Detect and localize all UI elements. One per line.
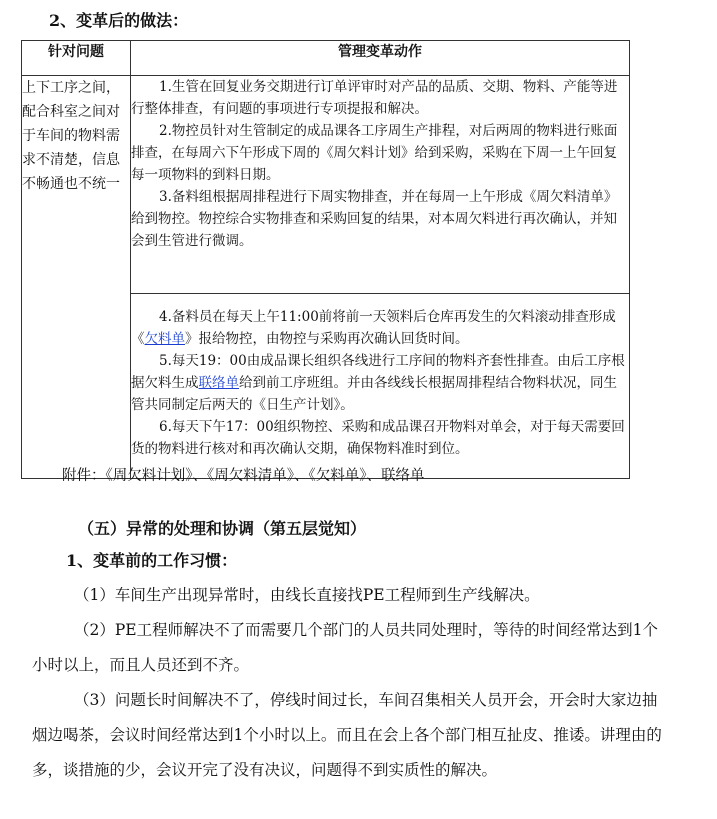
contact-form-link[interactable]: 联络单 [198, 375, 239, 391]
sub-title: 1、变革前的工作习惯： [66, 551, 238, 570]
section-title: 2、变革后的做法： [49, 11, 189, 30]
shortage-form-link[interactable]: 欠料单 [144, 331, 185, 347]
body-paragraph-2: （2）PE工程师解决不了而需要几个部门的人员共同处理时，等待的时间经常达到1个小时以上，而且人员还到不齐。 [32, 621, 658, 674]
action-item-3: 3.备料组根据周排程进行下周实物排查，并在每周一上午形成《周欠料清单》给到物控。物控综合实物排查和采购回复的结果，对本周欠料进行再次确认，并知会到生管进行微调。 [131, 189, 618, 249]
attachment-note: 附件：《周欠料计划》、《周欠料清单》、《欠料单》、联络单 [62, 468, 425, 484]
action-item-5: 5.每天19：00由成品课长组织各线进行工序间的物料齐套性排查。由后工序根据欠料生成联络单给到前工序班组。并由各线线长根据周排程结合物料状况，同生管共同制定后两天的《日生产计划》。 [131, 353, 625, 413]
body-paragraph-3: （3）问题长时间解决不了，停线时间过长，车间召集相关人员开会，开会时大家边抽烟边喝茶，会议时间经常达到1个小时以上。而且在会上各个部门相互扯皮、推诿。讲理由的多，谈措施的少，会议开完了没有决议，问题得不到实质性的解决。 [32, 691, 662, 779]
change-actions-table [21, 40, 630, 479]
actions-group-1 [131, 76, 630, 294]
body-paragraph-1: （1）车间生产出现异常时，由线长直接找PE工程师到生产线解决。 [74, 586, 540, 604]
header-actions: 管理变革动作 [131, 41, 630, 76]
action-item-4: 4.备料员在每天上午11:00前将前一天领料后仓库再发生的欠料滚动排查形成《欠料单》报给物控，由物控与采购再次确认回货时间。 [131, 309, 616, 347]
problem-cell: 上下工序之间，配合科室之间对于车间的物料需求不清楚，信息不畅通也不统一 [22, 76, 131, 479]
header-problem: 针对问题 [22, 41, 131, 76]
action-item-2: 2.物控员针对生管制定的成品课各工序周生产排程，对后两周的物料进行账面排查，在每周六下午形成下周的《周欠料计划》给到采购，采购在下周一上午回复每一项物料的到料日期。 [131, 123, 618, 183]
action-item-6: 6.每天下午17：00组织物控、采购和成品课召开物料对单会，对于每天需要回货的物料进行核对和再次确认交期，确保物料准时到位。 [131, 419, 625, 457]
action-item-1: 1.生管在回复业务交期进行订单评审时对产品的品质、交期、物料、产能等进行整体排查，有问题的事项进行专项提报和解决。 [131, 79, 618, 117]
actions-group-2 [131, 294, 630, 479]
section-5-title: （五）异常的处理和协调（第五层觉知） [78, 519, 367, 538]
